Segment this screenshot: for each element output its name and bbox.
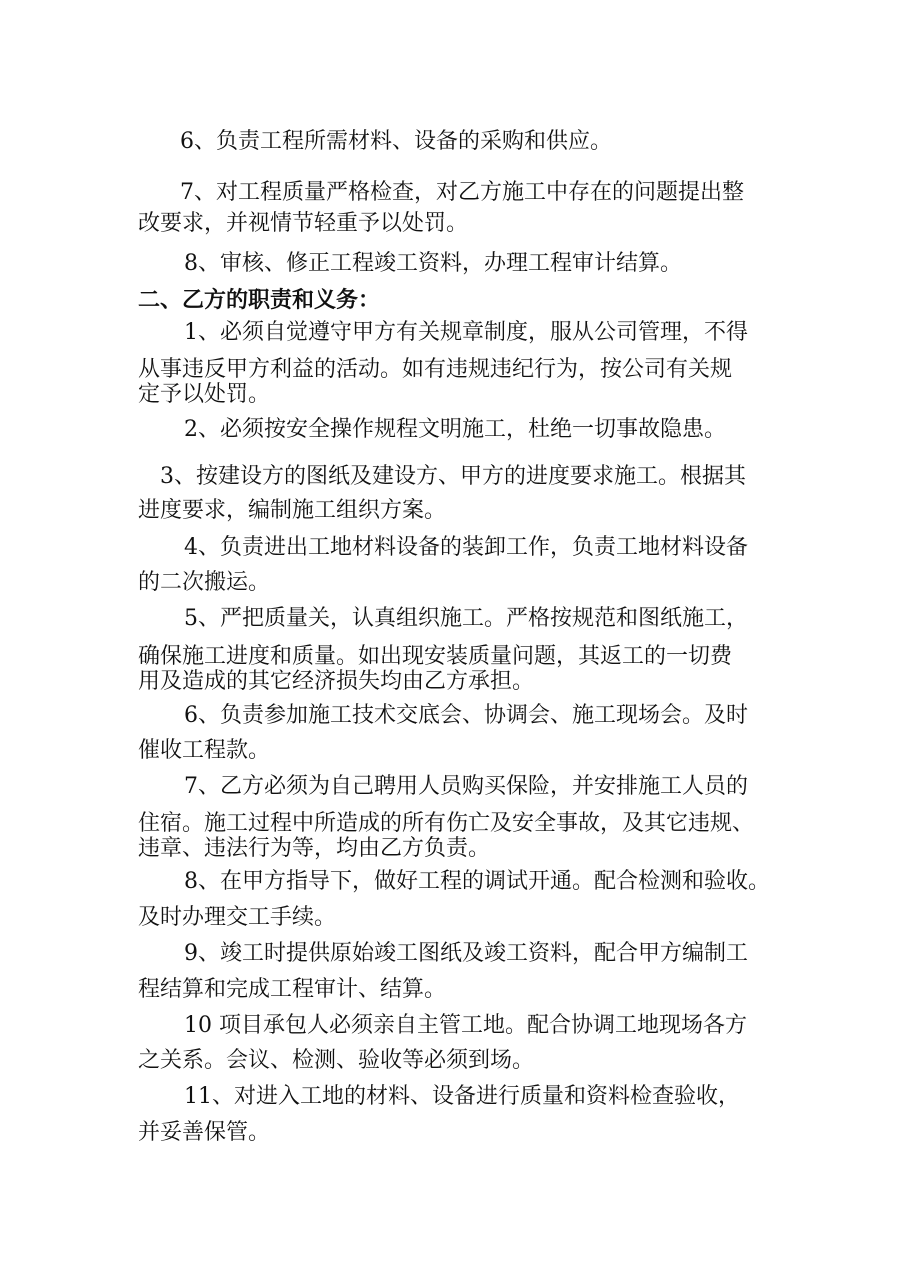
party-b-item-9-line-1: 9、竣工时提供原始竣工图纸及竣工资料，配合甲方编制工 [184,941,748,966]
party-b-item-4-line-2: 的二次搬运。 [138,570,271,595]
party-a-item-7-line-1: 7、对工程质量严格检查，对乙方施工中存在的问题提出整 [180,180,744,205]
party-a-item-7-line-2: 改要求，并视情节轻重予以处罚。 [138,211,469,236]
section-heading: 二、乙方的职责和义务： [138,287,381,313]
party-b-item-6-line-1: 6、负责参加施工技术交底会、协调会、施工现场会。及时 [184,703,748,728]
party-a-item-6: 6、负责工程所需材料、设备的采购和供应。 [180,129,612,154]
party-b-item-7-line-2: 住宿。施工过程中所造成的所有伤亡及安全事故，及其它违规、 [138,811,755,836]
party-b-item-10-line-2: 之关系。会议、检测、验收等必须到场。 [138,1048,535,1073]
party-b-item-7-line-3: 违章、违法行为等，均由乙方负责。 [138,836,491,861]
party-b-item-10-line-1: 10 项目承包人必须亲自主管工地。配合协调工地现场各方 [184,1013,747,1038]
party-b-item-5-line-3: 用及造成的其它经济损失均由乙方承担。 [138,669,535,694]
party-b-item-5-line-2: 确保施工进度和质量。如出现安装质量问题，其返工的一切费 [138,644,733,669]
party-b-item-4-line-1: 4、负责进出工地材料设备的装卸工作，负责工地材料设备 [184,535,748,560]
party-b-item-8-line-2: 及时办理交工手续。 [138,905,337,930]
party-b-item-1-line-1: 1、必须自觉遵守甲方有关规章制度，服从公司管理，不得 [184,320,748,345]
party-b-item-1-line-2: 从事违反甲方利益的活动。如有违规违纪行为，按公司有关规 [138,357,733,382]
party-b-item-5-line-1: 5、严把质量关，认真组织施工。严格按规范和图纸施工， [184,606,748,631]
party-b-item-3-line-2: 进度要求，编制施工组织方案。 [138,498,447,523]
party-b-item-1-line-3: 定予以处罚。 [138,382,271,407]
party-b-item-3-line-1: 3、按建设方的图纸及建设方、甲方的进度要求施工。根据其 [160,464,746,489]
party-b-item-11-line-2: 并妥善保管。 [138,1120,271,1145]
party-b-item-2-line-1: 2、必须按安全操作规程文明施工，杜绝一切事故隐患。 [184,417,726,442]
party-b-item-9-line-2: 程结算和完成工程审计、结算。 [138,977,447,1002]
party-b-item-7-line-1: 7、乙方必须为自己聘用人员购买保险，并安排施工人员的 [184,774,748,799]
party-b-item-6-line-2: 催收工程款。 [138,738,271,763]
party-b-item-11-line-1: 11、对进入工地的材料、设备进行质量和资料检查验收， [184,1084,740,1109]
party-a-item-8: 8、审核、修正工程竣工资料，办理工程审计结算。 [184,251,682,276]
party-b-item-8-line-1: 8、在甲方指导下，做好工程的调试开通。配合检测和验收。 [184,869,770,894]
